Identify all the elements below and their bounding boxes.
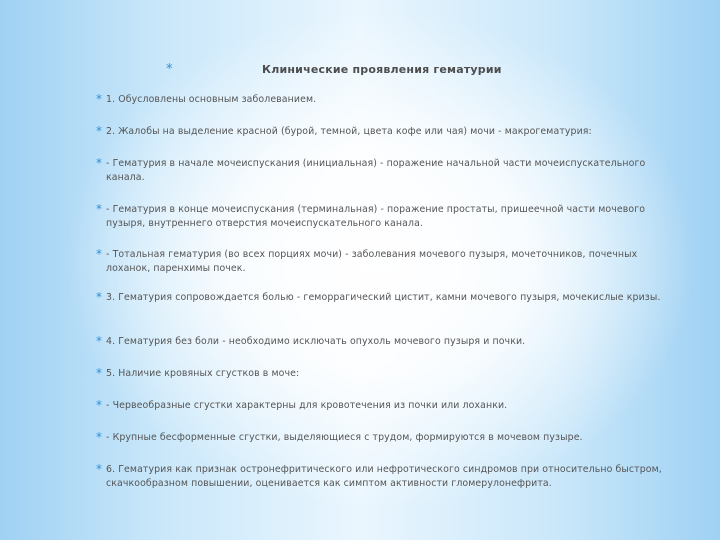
list-item [96,335,666,349]
list-item-text: 4. Гематурия без боли - необходимо исключать опухоль мочевого пузыря и почки. [106,336,526,347]
bullet-icon: * [96,156,102,170]
list-item [96,431,666,445]
bullet-icon: * [96,430,102,444]
bullet-icon: * [96,334,102,348]
bullet-icon: * [96,398,102,412]
list-item-text: - Тотальная гематурия (во всех порциях мочи) - заболевания мочевого пузыря, мочеточников, почечных лоханок, паренхимы почек. [106,249,638,274]
list-item-text: 6. Гематурия как признак остронефритического или нефротического синдромов при относительно быстром, скачкообразном повышении, оценивается как симптом активности гломерулонефрита. [106,464,662,489]
list-item [96,291,666,305]
bullet-icon: * [96,124,102,138]
list-item-text: - Гематурия в начале мочеиспускания (инициальная) - поражение начальной части мочеиспускательного канала. [106,158,646,183]
list-item [96,463,666,491]
bullet-icon: * [96,92,102,106]
list-item [96,125,666,139]
title-bullet-icon: * [166,62,173,77]
bullet-icon: * [96,202,102,216]
bullet-icon: * [96,290,102,304]
bullet-icon: * [96,462,102,476]
title-row [0,62,720,80]
list-item [96,399,666,413]
slide-title: Клинические проявления гематурии [262,63,502,76]
list-item-text: - Гематурия в конце мочеиспускания (терминальная) - поражение простаты, пришеечной части мочевого пузыря, внутреннего отверстия мочеиспускательного канала. [106,204,646,229]
bullet-icon: * [96,247,102,261]
list-item-text: - Крупные бесформенные сгустки, выделяющиеся с трудом, формируются в мочевом пузыре. [106,432,583,443]
list-item [96,248,666,276]
list-item [96,157,666,185]
list-item-text: 3. Гематурия сопровождается болью - геморрагический цистит, камни мочевого пузыря, мочекислые кризы. [106,292,661,303]
list-item-text: 1. Обусловлены основным заболеванием. [106,94,317,105]
bullet-icon: * [96,366,102,380]
list-item-text: 5. Наличие кровяных сгустков в моче: [106,368,300,379]
list-item [96,367,666,381]
list-item-text: 2. Жалобы на выделение красной (бурой, темной, цвета кофе или чая) мочи - макрогематурия: [106,126,592,137]
list-item [96,203,666,231]
list-item-text: - Червеобразные сгустки характерны для кровотечения из почки или лоханки. [106,400,508,411]
list-item [96,93,666,107]
